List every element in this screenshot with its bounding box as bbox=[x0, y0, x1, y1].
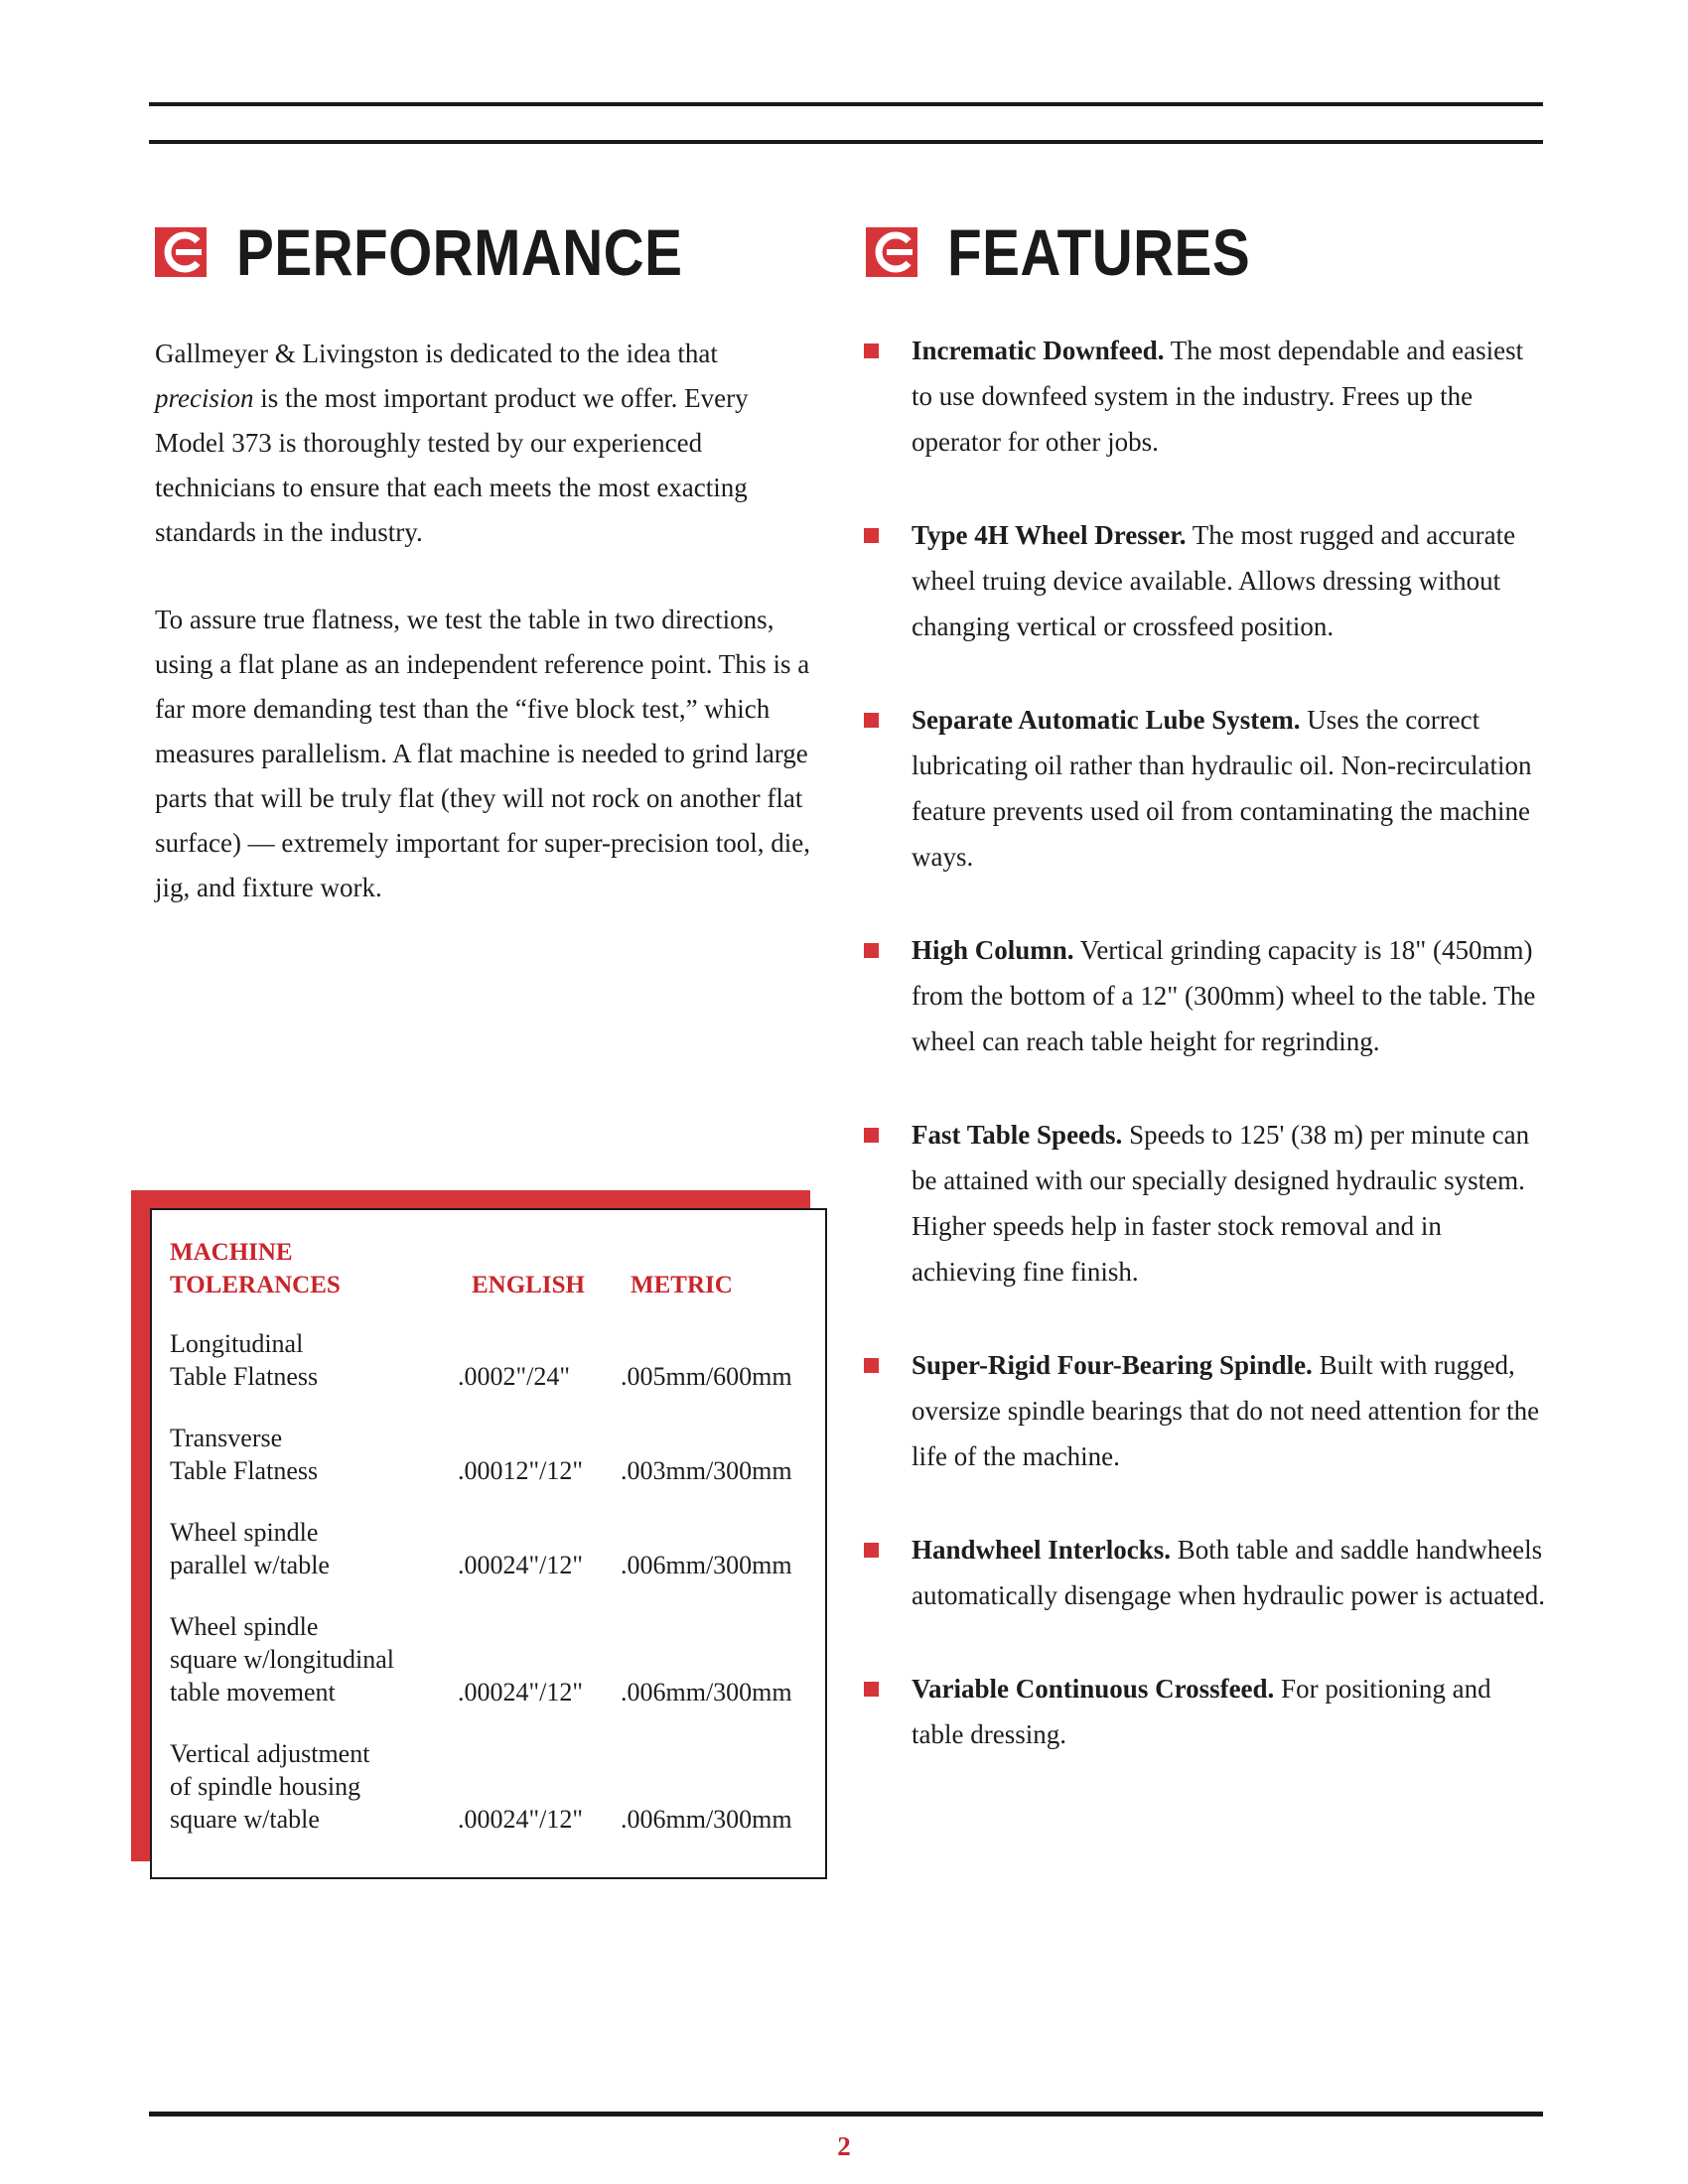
row-label: Vertical adjustment of spindle housing square w/table bbox=[170, 1739, 370, 1834]
list-item bbox=[864, 1342, 1549, 1479]
tolerances-box bbox=[150, 1208, 827, 1879]
table-row bbox=[170, 1610, 815, 1737]
square-bullet-icon bbox=[864, 343, 879, 358]
row-english: .0002"/24" bbox=[458, 1362, 570, 1391]
performance-paragraph-1: Gallmeyer & Livingston is dedicated to the idea that precision is the most important product we offer. Every Model 373 is thoroughly tested by our experienced technicians to ensure that each meets the most exacting standards in the industry. bbox=[155, 339, 749, 547]
row-metric: .006mm/300mm bbox=[621, 1551, 792, 1579]
feature-title: Incrematic Downfeed. bbox=[912, 336, 1165, 365]
square-bullet-icon bbox=[864, 713, 879, 728]
row-english: .00012"/12" bbox=[458, 1456, 583, 1485]
square-bullet-icon bbox=[864, 943, 879, 958]
features-list bbox=[864, 328, 1549, 1757]
list-item bbox=[864, 697, 1549, 880]
tolerances-header-row bbox=[170, 1236, 815, 1327]
list-item bbox=[864, 1112, 1549, 1295]
feature-title: Separate Automatic Lube System. bbox=[912, 705, 1301, 735]
feature-title: Handwheel Interlocks. bbox=[912, 1535, 1172, 1565]
feature-text: Built with rugged, oversize spindle bearings that do not need attention for the life of the machine. bbox=[912, 1350, 1540, 1471]
bottom-rule bbox=[149, 2112, 1543, 2116]
feature-title: Variable Continuous Crossfeed. bbox=[912, 1674, 1275, 1704]
header-english: ENGLISH bbox=[472, 1272, 585, 1298]
table-row bbox=[170, 1516, 815, 1610]
square-bullet-icon bbox=[864, 528, 879, 543]
feature-title: Super-Rigid Four-Bearing Spindle. bbox=[912, 1350, 1313, 1380]
square-bullet-icon bbox=[864, 1543, 879, 1558]
page-number: 2 bbox=[837, 2131, 851, 2161]
square-bullet-icon bbox=[864, 1128, 879, 1143]
row-label: Transverse Table Flatness bbox=[170, 1424, 319, 1485]
row-label: Wheel spindle parallel w/table bbox=[170, 1518, 330, 1579]
row-metric: .006mm/300mm bbox=[621, 1805, 792, 1834]
second-rule bbox=[149, 140, 1543, 144]
list-item bbox=[864, 512, 1549, 649]
feature-text: Vertical grinding capacity is 18" (450mm) from the bottom of a 12" (300mm) wheel to the table. The wheel can reach table height for regrinding. bbox=[912, 935, 1536, 1056]
list-item bbox=[864, 927, 1549, 1064]
square-bullet-icon bbox=[864, 1358, 879, 1373]
feature-text: The most dependable and easiest to use downfeed system in the industry. Frees up the operator for other jobs. bbox=[912, 336, 1524, 457]
performance-heading bbox=[155, 212, 756, 292]
row-label: Longitudinal Table Flatness bbox=[170, 1329, 319, 1391]
header-metric: METRIC bbox=[631, 1272, 733, 1298]
row-label: Wheel spindle square w/longitudinal table movement bbox=[170, 1612, 395, 1706]
feature-title: Fast Table Speeds. bbox=[912, 1120, 1123, 1150]
top-rule bbox=[149, 102, 1543, 106]
row-metric: .005mm/600mm bbox=[621, 1362, 792, 1391]
tolerances-table bbox=[170, 1236, 815, 1864]
feature-text: Speeds to 125' (38 m) per minute can be attained with our specially designed hydraulic system. Higher speeds help in faster stock removal and in achieving fine finish. bbox=[912, 1120, 1530, 1287]
logo-mark-icon bbox=[155, 227, 207, 277]
table-row bbox=[170, 1737, 815, 1864]
square-bullet-icon bbox=[864, 1682, 879, 1697]
row-metric: .003mm/300mm bbox=[621, 1456, 792, 1485]
logo-mark-icon bbox=[866, 227, 917, 277]
performance-body bbox=[155, 332, 820, 953]
row-english: .00024"/12" bbox=[458, 1678, 583, 1706]
feature-text: Uses the correct lubricating oil rather than hydraulic oil. Non-recirculation feature prevents used oil from contaminating the machine ways. bbox=[912, 705, 1532, 872]
feature-text: Both table and saddle handwheels automatically disengage when hydraulic power is actuated. bbox=[912, 1535, 1546, 1610]
feature-title: Type 4H Wheel Dresser. bbox=[912, 520, 1187, 550]
features-title: FEATURES bbox=[947, 215, 1251, 289]
table-row bbox=[170, 1327, 815, 1422]
feature-text: The most rugged and accurate wheel truing device available. Allows dressing without changing vertical or crossfeed position. bbox=[912, 520, 1516, 641]
header-machine-tolerances: MACHINE TOLERANCES bbox=[170, 1239, 341, 1298]
list-item bbox=[864, 328, 1549, 465]
list-item bbox=[864, 1666, 1549, 1757]
row-english: .00024"/12" bbox=[458, 1551, 583, 1579]
row-metric: .006mm/300mm bbox=[621, 1678, 792, 1706]
performance-title: PERFORMANCE bbox=[236, 215, 683, 289]
table-row bbox=[170, 1422, 815, 1516]
feature-title: High Column. bbox=[912, 935, 1074, 965]
list-item bbox=[864, 1527, 1549, 1618]
row-english: .00024"/12" bbox=[458, 1805, 583, 1834]
performance-paragraph-2: To assure true flatness, we test the table in two directions, using a flat plane as an independent reference point. This is a far more demanding test than the “five block test,” which measures parallelism. A flat machine is needed to grind large parts that will be truly flat (they will not rock on another flat surface) — extremely important for super-precision tool, die, jig, and fixture work. bbox=[155, 605, 810, 902]
precision-emphasis: precision bbox=[155, 383, 254, 413]
feature-text: For positioning and table dressing. bbox=[912, 1674, 1491, 1749]
features-heading bbox=[866, 212, 1300, 292]
